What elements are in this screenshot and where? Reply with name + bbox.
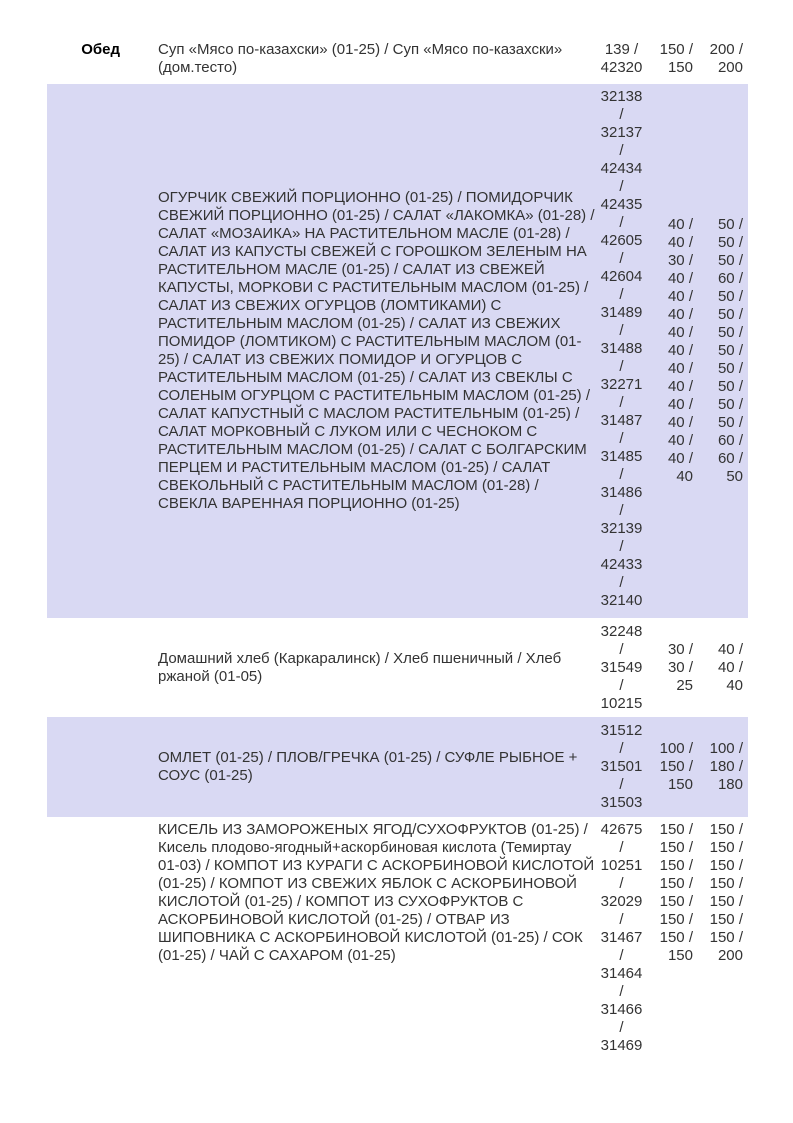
meal-label: Обед xyxy=(81,41,120,58)
cell-line: / xyxy=(619,947,624,964)
cell-line: 31549 xyxy=(600,658,643,676)
cell-line: 200 xyxy=(717,947,743,964)
cell-line: 25 xyxy=(676,676,693,694)
cell-line: 40 / xyxy=(667,270,693,287)
cell-line: 100 / xyxy=(659,740,693,757)
cell-line: / xyxy=(619,214,624,231)
cell-line: 10251 xyxy=(600,857,643,874)
cell-line: 42435 xyxy=(600,196,643,213)
cell-line: 50 / xyxy=(717,378,743,395)
cell-line: 60 / xyxy=(717,450,743,467)
cell-line: 42605 xyxy=(600,232,643,249)
cell-line: 150 / xyxy=(659,875,693,892)
cell-line: 31469 xyxy=(600,1037,643,1054)
cell-line: 40 / xyxy=(667,414,693,431)
cell-line: / xyxy=(619,430,624,447)
menu-row-drinks xyxy=(47,817,748,1058)
meal-cell-empty xyxy=(47,84,153,618)
cell-line: 10215 xyxy=(600,694,643,712)
cell-line: 40 / xyxy=(667,216,693,233)
cell-line: 40 / xyxy=(667,288,693,305)
cell-line: / xyxy=(619,574,624,591)
cell-line: 32029 xyxy=(600,893,643,910)
dish-name xyxy=(153,717,599,817)
cell-line: 50 / xyxy=(717,324,743,341)
cell-line: 31464 xyxy=(600,965,643,982)
cell-line: 150 / xyxy=(659,857,693,874)
cell-line: 40 / xyxy=(667,450,693,467)
cell-line: 150 / xyxy=(659,821,693,838)
cell-line: 150 xyxy=(667,59,693,76)
portion-column-1 xyxy=(648,618,698,717)
cell-line: 50 / xyxy=(717,252,743,269)
menu-row-bread xyxy=(47,618,748,717)
cell-line: / xyxy=(619,983,624,1000)
cell-line: 40 / xyxy=(667,234,693,251)
cell-line: 150 / xyxy=(709,857,743,874)
cell-line: 150 / xyxy=(709,821,743,838)
dish-codes xyxy=(599,84,648,618)
dish-name xyxy=(153,817,599,1058)
portion-column-2 xyxy=(698,618,748,717)
cell-line: 40 / xyxy=(717,658,743,676)
meal-cell-empty xyxy=(47,618,153,717)
dish-name-text: ОМЛЕТ (01-25) / ПЛОВ/ГРЕЧКА (01-25) / СУФЛЕ РЫБНОЕ + СОУС (01-25) xyxy=(158,749,578,784)
cell-line: 150 / xyxy=(709,875,743,892)
portion-column-1 xyxy=(648,41,698,84)
cell-line: / xyxy=(619,502,624,519)
meal-cell-empty xyxy=(47,817,153,1058)
portion-column-2 xyxy=(698,717,748,817)
cell-line: 40 xyxy=(676,468,693,485)
cell-line: 40 / xyxy=(717,640,743,658)
cell-line: 180 xyxy=(717,776,743,793)
portion-column-1 xyxy=(648,717,698,817)
cell-line: 40 / xyxy=(667,306,693,323)
cell-line: 50 / xyxy=(717,216,743,233)
cell-line: 50 xyxy=(726,468,743,485)
portion-column-2 xyxy=(698,84,748,618)
cell-line: / xyxy=(619,538,624,555)
dish-codes xyxy=(599,41,648,84)
cell-line: 31488 xyxy=(600,340,643,357)
cell-line: 100 / xyxy=(709,740,743,757)
cell-line: / xyxy=(619,466,624,483)
dish-name xyxy=(153,41,599,84)
portion-column-1 xyxy=(648,84,698,618)
cell-line: 42675 xyxy=(600,821,643,838)
cell-line: 40 / xyxy=(667,378,693,395)
cell-line: 50 / xyxy=(717,396,743,413)
dish-codes xyxy=(599,717,648,817)
cell-line: 150 / xyxy=(659,758,693,775)
cell-line: 150 xyxy=(667,947,693,964)
cell-line: / xyxy=(619,142,624,159)
cell-line: 40 / xyxy=(667,432,693,449)
cell-line: / xyxy=(619,640,624,658)
cell-line: 150 / xyxy=(659,929,693,946)
cell-line: 150 / xyxy=(709,839,743,856)
cell-line: 150 / xyxy=(709,929,743,946)
cell-line: 180 / xyxy=(709,758,743,775)
menu-row-main-course xyxy=(47,717,748,817)
cell-line: 31486 xyxy=(600,484,643,501)
cell-line: 31487 xyxy=(600,412,643,429)
portion-column-2 xyxy=(698,41,748,84)
cell-line: / xyxy=(619,911,624,928)
cell-line: / xyxy=(619,322,624,339)
cell-line: / xyxy=(619,394,624,411)
cell-line: 42434 xyxy=(600,160,643,177)
dish-name-text: КИСЕЛЬ ИЗ ЗАМОРОЖЕНЫХ ЯГОД/СУХОФРУКТОВ (01-25) / Кисель плодово-ягодный+аскорбиновая кислота (Темиртау 01-03) / КОМПОТ ИЗ КУРАГИ С АСКОРБИНОВОЙ КИСЛОТОЙ (01-25) / КОМПОТ ИЗ СВЕЖИХ ЯБЛОК С АСКОРБИНОВОЙ КИСЛОТОЙ (01-25) / КОМПОТ ИЗ СУХОФРУКТОВ С АСКОРБИНОВОЙ КИСЛОТОЙ (01-25) / ОТВАР ИЗ ШИПОВНИКА С АСКОРБИНОВОЙ КИСЛОТОЙ (01-25) / СОК (01-25) / ЧАЙ С САХАРОМ (01-25) xyxy=(158,821,595,964)
cell-line: / xyxy=(619,106,624,123)
cell-line: 50 / xyxy=(717,414,743,431)
cell-line: 150 / xyxy=(659,893,693,910)
cell-line: 139 / xyxy=(604,41,639,58)
cell-line: 150 / xyxy=(659,911,693,928)
cell-line: / xyxy=(619,776,624,793)
cell-line: / xyxy=(619,740,624,757)
cell-line: 200 / xyxy=(709,41,743,58)
cell-line: 60 / xyxy=(717,432,743,449)
cell-line: 150 xyxy=(667,776,693,793)
cell-line: 150 / xyxy=(709,893,743,910)
cell-line: 150 / xyxy=(659,41,693,58)
cell-line: 32248 xyxy=(600,622,643,640)
cell-line: 50 / xyxy=(717,360,743,377)
cell-line: 40 / xyxy=(667,360,693,377)
menu-row-soup xyxy=(47,41,748,84)
lunch-menu-table xyxy=(47,41,748,1058)
cell-line: 30 / xyxy=(667,252,693,269)
cell-line: 31503 xyxy=(600,794,643,811)
cell-line: 42320 xyxy=(600,59,643,76)
portion-column-2 xyxy=(698,817,748,1058)
cell-line: 60 / xyxy=(717,270,743,287)
cell-line: 200 xyxy=(717,59,743,76)
dish-name xyxy=(153,618,599,717)
cell-line: 32140 xyxy=(600,592,643,609)
dish-name-text: Домашний хлеб (Каркаралинск) / Хлеб пшеничный / Хлеб ржаной (01-05) xyxy=(158,649,562,685)
dish-codes xyxy=(599,618,648,717)
portion-column-1 xyxy=(648,817,698,1058)
cell-line: / xyxy=(619,1019,624,1036)
cell-line: 31512 xyxy=(600,722,643,739)
meal-cell-empty xyxy=(47,717,153,817)
dish-name xyxy=(153,84,599,618)
cell-line: 40 / xyxy=(667,342,693,359)
cell-line: 50 / xyxy=(717,288,743,305)
cell-line: 50 / xyxy=(717,342,743,359)
cell-line: / xyxy=(619,178,624,195)
dish-name-text: ОГУРЧИК СВЕЖИЙ ПОРЦИОННО (01-25) / ПОМИДОРЧИК СВЕЖИЙ ПОРЦИОННО (01-25) / САЛАТ «ЛАКОМКА» (01-28) / САЛАТ «МОЗАИКА» НА РАСТИТЕЛЬНОМ МАСЛЕ (01-28) / САЛАТ ИЗ КАПУСТЫ СВЕЖЕЙ С ГОРОШКОМ ЗЕЛЕНЫМ НА РАСТИТЕЛЬНОМ МАСЛЕ (01-25) / САЛАТ ИЗ СВЕЖЕЙ КАПУСТЫ, МОРКОВИ С РАСТИТЕЛЬНЫМ МАСЛОМ (01-25) / САЛАТ ИЗ СВЕЖИХ ОГУРЦОВ (ЛОМТИКАМИ) С РАСТИТЕЛЬНЫМ МАСЛОМ (01-25) / САЛАТ ИЗ СВЕЖИХ ПОМИДОР (ЛОМТИКОМ) С РАСТИТЕЛЬНЫМ МАСЛОМ (01-25) / САЛАТ ИЗ СВЕЖИХ ПОМИДОР И ОГУРЦОВ С РАСТИТЕЛЬНЫМ МАСЛОМ (01-25) / САЛАТ ИЗ СВЕКЛЫ С СОЛЕНЫМ ОГУРЦОМ С РАСТИТЕЛЬНЫМ МАСЛОМ (01-25) / САЛАТ КАПУСТНЫЙ С МАСЛОМ РАСТИТЕЛЬНЫМ (01-25) / САЛАТ МОРКОВНЫЙ С ЛУКОМ ИЛИ С ЧЕСНОКОМ С РАСТИТЕЛЬНЫМ МАСЛОМ (01-25) / САЛАТ С БОЛГАРСКИМ ПЕРЦЕМ И РАСТИТЕЛЬНЫМ МАСЛОМ (01-25) / САЛАТ СВЕКОЛЬНЫЙ С РАСТИТЕЛЬНЫМ МАСЛОМ (01-28) / СВЕКЛА ВАРЕННАЯ ПОРЦИОННО (01-25) xyxy=(158,189,595,512)
cell-line: 32138 xyxy=(600,88,643,105)
cell-line: / xyxy=(619,286,624,303)
dish-name-text: Суп «Мясо по-казахски» (01-25) / Суп «Мясо по-казахски» (дом.тесто) xyxy=(158,41,563,76)
cell-line: / xyxy=(619,839,624,856)
menu-row-salads xyxy=(47,84,748,618)
cell-line: 42433 xyxy=(600,556,643,573)
cell-line: 30 / xyxy=(667,640,693,658)
cell-line: 32271 xyxy=(600,376,643,393)
cell-line: / xyxy=(619,358,624,375)
cell-line: 31466 xyxy=(600,1001,643,1018)
cell-line: 31501 xyxy=(600,758,643,775)
cell-line: 40 xyxy=(726,676,743,694)
cell-line: 50 / xyxy=(717,234,743,251)
cell-line: 40 / xyxy=(667,396,693,413)
cell-line: / xyxy=(619,875,624,892)
cell-line: 31489 xyxy=(600,304,643,321)
cell-line: 31467 xyxy=(600,929,643,946)
cell-line: 42604 xyxy=(600,268,643,285)
dish-codes xyxy=(599,817,648,1058)
cell-line: 150 / xyxy=(659,839,693,856)
cell-line: 31485 xyxy=(600,448,643,465)
cell-line: 40 / xyxy=(667,324,693,341)
cell-line: 150 / xyxy=(709,911,743,928)
cell-line: / xyxy=(619,250,624,267)
cell-line: 50 / xyxy=(717,306,743,323)
cell-line: 30 / xyxy=(667,658,693,676)
cell-line: 32137 xyxy=(600,124,643,141)
cell-line: 32139 xyxy=(600,520,643,537)
cell-line: / xyxy=(619,676,624,694)
